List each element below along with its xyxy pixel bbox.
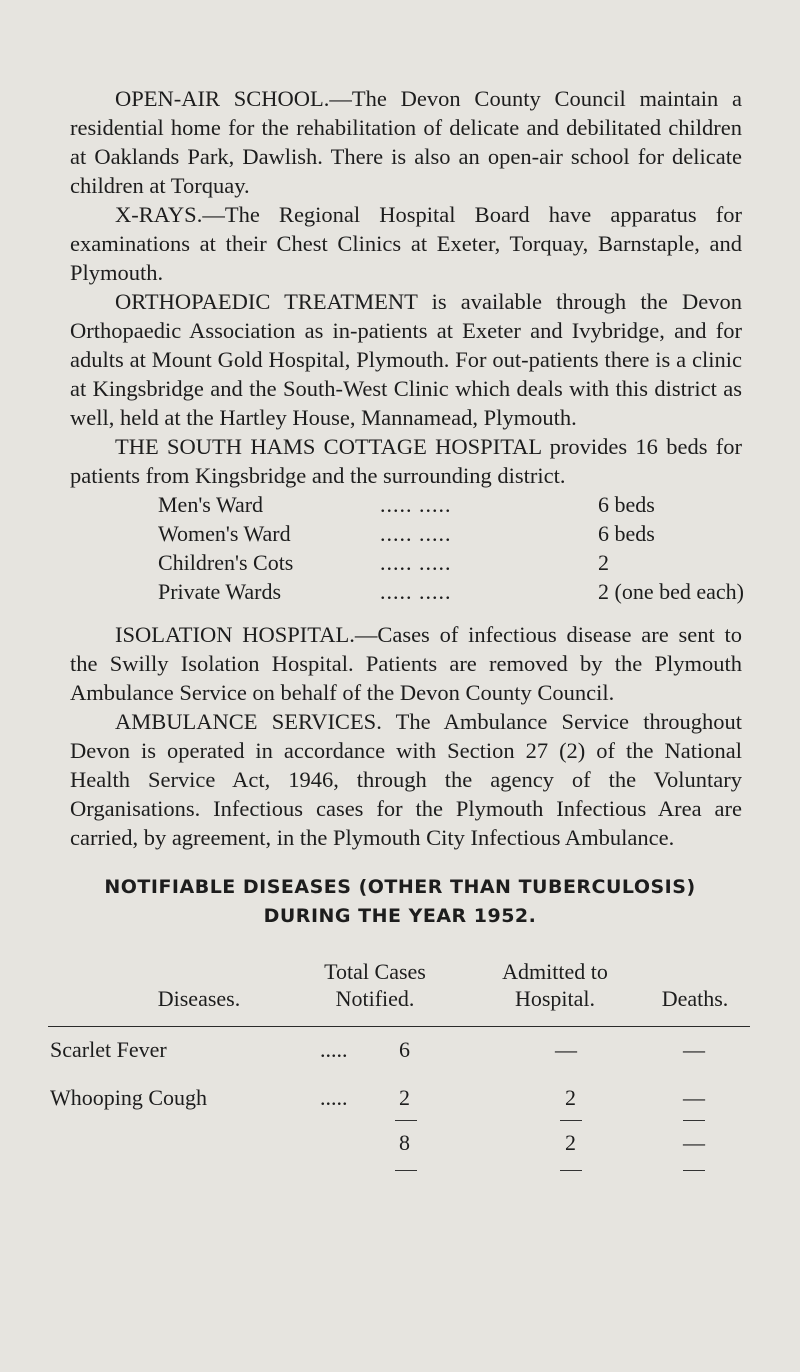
leader-dots: ..... bbox=[320, 1037, 348, 1062]
leader-dots: ..... ..... bbox=[380, 579, 452, 604]
total-admitted: 2 bbox=[565, 1130, 576, 1155]
ward-beds: 6 beds bbox=[598, 492, 655, 517]
column-header-line: Hospital. bbox=[514, 986, 596, 1011]
ward-beds: 2 bbox=[598, 550, 609, 575]
header-rule bbox=[48, 1026, 750, 1027]
open-air-school-paragraph: OPEN-AIR SCHOOL.—The Devon County Council maintain a residential home for the rehabilitation of delicate and debilitated children at Oaklands Park, Dawlish. There is also an open-air school for delicate children at Torquay. bbox=[70, 86, 742, 198]
table-heading: NOTIFIABLE DISEASES (OTHER THAN TUBERCULOSIS) bbox=[104, 876, 696, 898]
cases-notified: 6 bbox=[399, 1037, 410, 1062]
ward-name: Women's Ward bbox=[158, 521, 291, 546]
ward-name: Children's Cots bbox=[158, 550, 294, 575]
sum-rule bbox=[683, 1120, 705, 1121]
leader-dots: ..... ..... bbox=[380, 492, 452, 517]
x-rays-paragraph: X-RAYS.—The Regional Hospital Board have apparatus for examinations at their Chest Clinics at Exeter, Torquay, Barnstaple, and Plymouth. bbox=[70, 202, 742, 285]
ward-name: Men's Ward bbox=[158, 492, 264, 517]
ward-beds: 6 beds bbox=[598, 521, 655, 546]
leader-dots: ..... bbox=[320, 1085, 348, 1110]
total-deaths: — bbox=[683, 1130, 705, 1155]
column-header-total-cases bbox=[285, 958, 465, 1012]
total-notified: 8 bbox=[399, 1130, 410, 1155]
deaths: — bbox=[683, 1085, 705, 1110]
leader-dots: ..... ..... bbox=[380, 521, 452, 546]
column-header-diseases: Diseases. bbox=[157, 986, 241, 1011]
ambulance-services-paragraph: AMBULANCE SERVICES. The Ambulance Service throughout Devon is operated in accordance with Section 27 (2) of the National Health Service Act, 1946, through the agency of the Voluntary Organisations. Infectious cases for the Plymouth Infectious Area are carried, by agreement, in the Plymouth City Infectious Ambulance. bbox=[70, 709, 742, 850]
column-header-admitted bbox=[470, 958, 640, 1012]
ward-name: Private Wards bbox=[158, 579, 282, 604]
column-header-line: Notified. bbox=[335, 986, 415, 1011]
leader-dots: ..... ..... bbox=[380, 550, 452, 575]
disease-name: Whooping Cough bbox=[50, 1085, 208, 1110]
column-header-line: Admitted to bbox=[502, 959, 608, 984]
sum-rule bbox=[560, 1120, 582, 1121]
ward-beds: 2 (one bed each) bbox=[598, 579, 744, 604]
column-header-deaths: Deaths. bbox=[661, 986, 729, 1011]
total-rule bbox=[395, 1170, 417, 1171]
orthopaedic-paragraph: ORTHOPAEDIC TREATMENT is available through the Devon Orthopaedic Association as in-patients at Exeter and Ivybridge, and for adults at Mount Gold Hospital, Plymouth. For out-patients there is a clinic at Kingsbridge and the South-West Clinic which deals with this district as well, held at the Hartley House, Mannamead, Plymouth. bbox=[70, 289, 742, 430]
cottage-hospital-paragraph: THE SOUTH HAMS COTTAGE HOSPITAL provides 16 beds for patients from Kingsbridge and the surrounding district. bbox=[70, 434, 742, 488]
deaths: — bbox=[683, 1037, 705, 1062]
column-header-line: Total Cases bbox=[324, 959, 426, 984]
disease-name: Scarlet Fever bbox=[50, 1037, 167, 1062]
isolation-hospital-paragraph: ISOLATION HOSPITAL.—Cases of infectious disease are sent to the Swilly Isolation Hospital. Patients are removed by the Plymouth Ambulance Service on behalf of the Devon County Council. bbox=[70, 622, 742, 705]
total-rule bbox=[683, 1170, 705, 1171]
admitted-to-hospital: — bbox=[555, 1037, 577, 1062]
sum-rule bbox=[395, 1120, 417, 1121]
admitted-to-hospital: 2 bbox=[565, 1085, 576, 1110]
table-subheading: DURING THE YEAR 1952. bbox=[263, 905, 537, 927]
total-rule bbox=[560, 1170, 582, 1171]
cases-notified: 2 bbox=[399, 1085, 410, 1110]
